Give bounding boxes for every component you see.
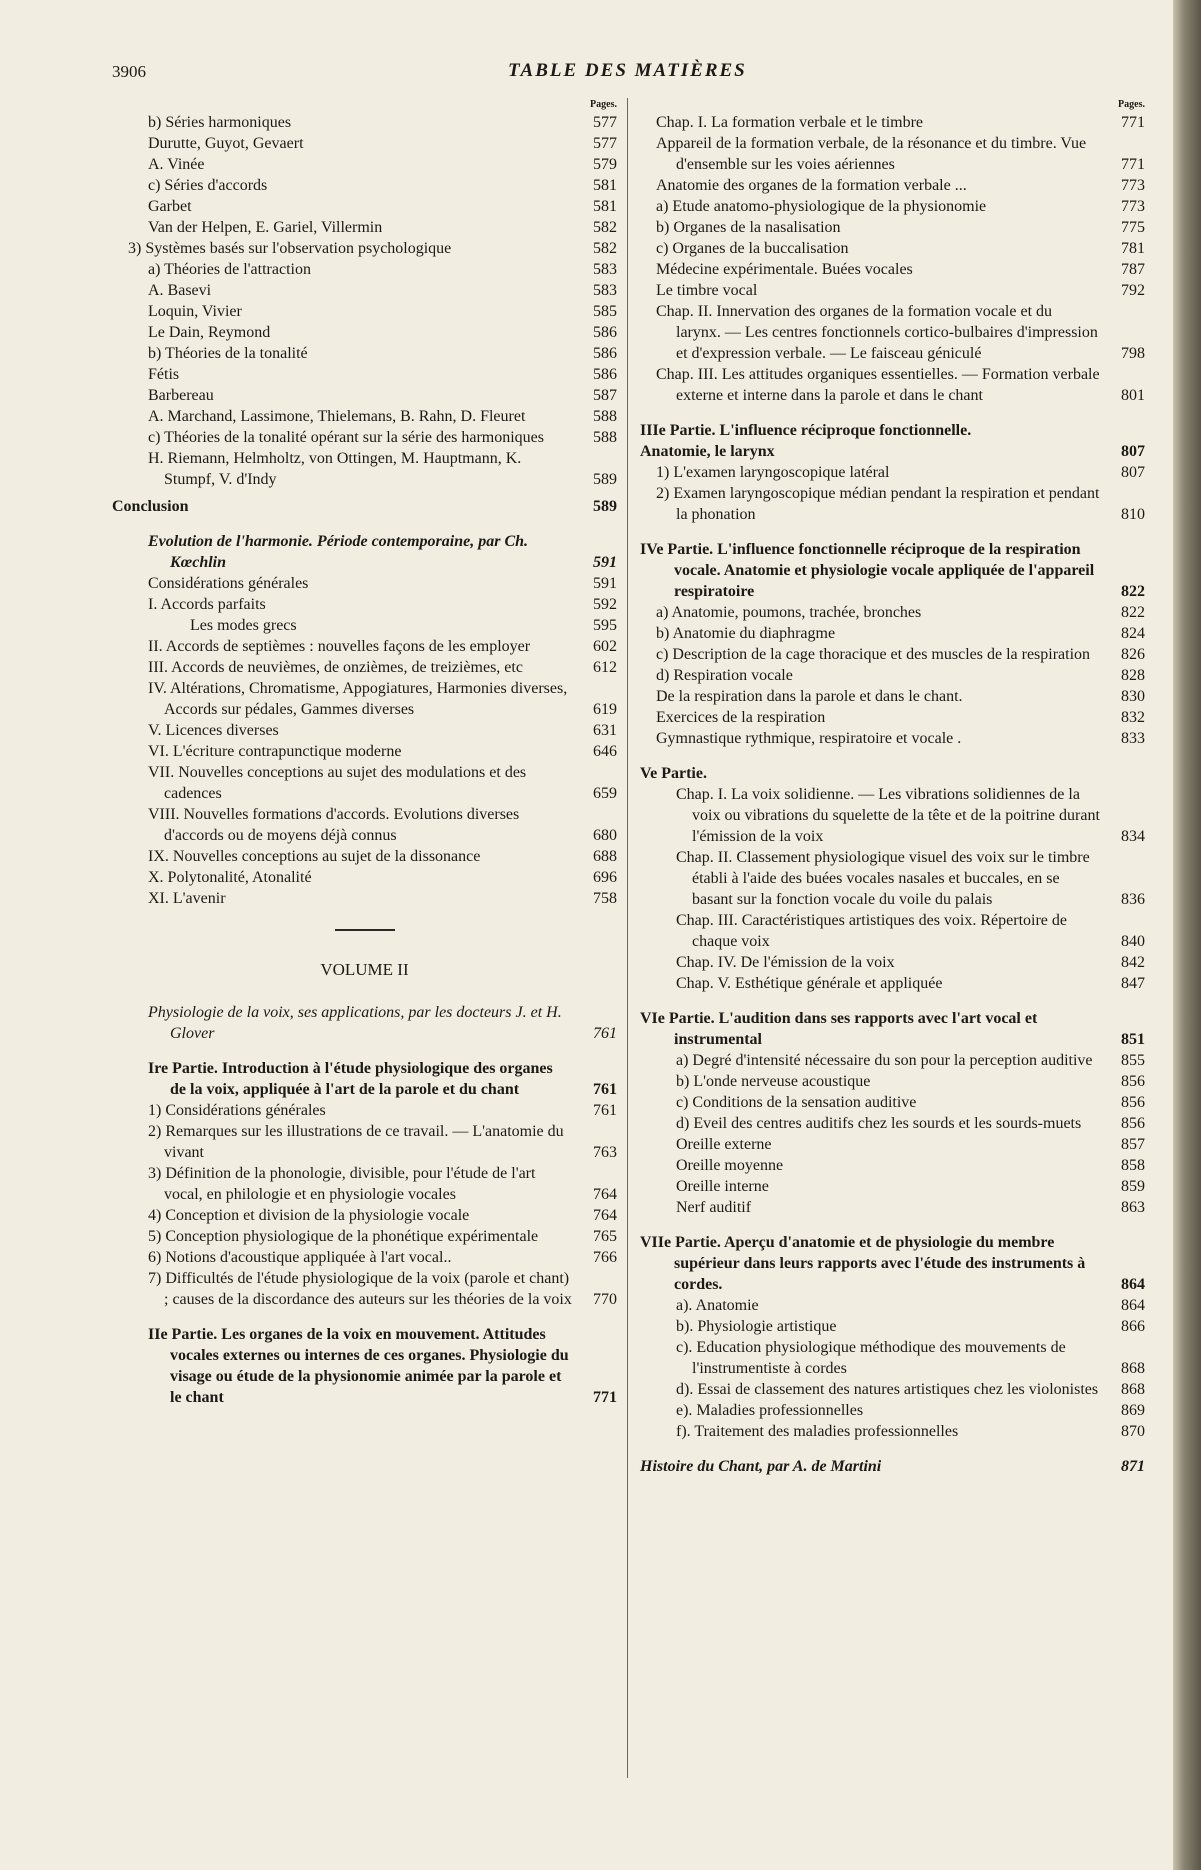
toc-entry <box>112 196 617 217</box>
toc-entry <box>640 602 1145 623</box>
toc-entry <box>640 112 1145 133</box>
toc-entry <box>640 644 1145 665</box>
toc-entry <box>640 952 1145 973</box>
toc-entry-title: 1) L'examen laryngoscopique latéral <box>656 464 890 481</box>
toc-entry <box>112 343 617 364</box>
book-edge <box>1173 0 1201 1870</box>
toc-entry-page: 631 <box>593 722 617 739</box>
toc-entry-page: 588 <box>593 408 617 425</box>
toc-entry <box>640 1197 1145 1218</box>
toc-entry-title: d) Eveil des centres auditifs chez les sourds et les sourds-muets <box>676 1115 1082 1132</box>
toc-entry <box>640 196 1145 217</box>
toc-entry <box>112 1058 617 1100</box>
toc-entry-title: b) Séries harmoniques <box>148 114 292 131</box>
toc-entry-page: 763 <box>593 1144 617 1161</box>
toc-entry <box>112 406 617 427</box>
toc-entry-title: 2) Remarques sur les illustrations de ce travail. — L'anatomie du vivant <box>148 1123 564 1161</box>
toc-entry-page: 822 <box>1121 583 1145 600</box>
toc-entry-page: 586 <box>593 366 617 383</box>
toc-entry-title: II. Accords de septièmes : nouvelles façons de les employer <box>148 638 531 655</box>
toc-entry-page: 856 <box>1121 1115 1145 1132</box>
toc-entry-page: 773 <box>1121 177 1145 194</box>
toc-entry-page: 583 <box>593 261 617 278</box>
toc-entry <box>640 1456 1145 1477</box>
toc-entry <box>112 1324 617 1408</box>
toc-entry <box>112 259 617 280</box>
toc-entry-page: 680 <box>593 827 617 844</box>
toc-entry <box>640 259 1145 280</box>
toc-entry <box>640 1008 1145 1050</box>
toc-entry-title: Evolution de l'harmonie. Période contemporaine, par Ch. Kœchlin <box>148 533 529 571</box>
toc-entry <box>112 1205 617 1226</box>
section-rule <box>335 929 395 931</box>
toc-entry <box>112 154 617 175</box>
toc-entry-page: 586 <box>593 324 617 341</box>
toc-entry-title: Médecine expérimentale. Buées vocales <box>656 261 913 278</box>
toc-entry-page: 696 <box>593 869 617 886</box>
toc-entry-page: 871 <box>1121 1458 1145 1475</box>
toc-entry-title: VIIe Partie. Aperçu d'anatomie et de physiologie du membre supérieur dans leurs rapports avec l'étude des instruments à cordes. <box>640 1234 1086 1293</box>
toc-entry-title: A. Basevi <box>148 282 212 299</box>
toc-entry-page: 832 <box>1121 709 1145 726</box>
toc-entry-title: VII. Nouvelles conceptions au sujet des modulations et des cadences <box>148 764 527 802</box>
toc-entry <box>640 707 1145 728</box>
toc-entry-title: Anatomie des organes de la formation verbale ... <box>656 177 967 194</box>
toc-entry-page: 826 <box>1121 646 1145 663</box>
toc-entry-title: Chap. IV. De l'émission de la voix <box>676 954 895 971</box>
toc-entry-title: Le timbre vocal <box>656 282 758 299</box>
toc-entry <box>112 322 617 343</box>
toc-entry-title: e). Maladies professionnelles <box>676 1402 864 1419</box>
toc-entry-title: b) Anatomie du diaphragme <box>656 625 836 642</box>
pages-label: Pages. <box>1118 99 1145 110</box>
toc-entry <box>640 420 1145 441</box>
toc-entry-page: 856 <box>1121 1073 1145 1090</box>
toc-entry-page: 773 <box>1121 198 1145 215</box>
volume-heading: VOLUME II <box>320 960 409 979</box>
toc-entry-page: 792 <box>1121 282 1145 299</box>
toc-entry-title: IIIe Partie. L'influence réciproque fonctionnelle. <box>640 422 972 439</box>
toc-entry-page: 587 <box>593 387 617 404</box>
toc-entry-title: IX. Nouvelles conceptions au sujet de la dissonance <box>148 848 481 865</box>
toc-entry <box>112 364 617 385</box>
page-title: TABLE DES MATIÈRES <box>508 60 747 81</box>
toc-entry-title: d). Essai de classement des natures artistiques chez les violonistes <box>676 1381 1099 1398</box>
toc-entry <box>640 462 1145 483</box>
toc-entry <box>640 784 1145 847</box>
toc-entry <box>640 539 1145 602</box>
toc-entry-page: 577 <box>593 114 617 131</box>
toc-entry <box>112 217 617 238</box>
column-divider <box>627 98 628 1778</box>
toc-entry-page: 585 <box>593 303 617 320</box>
toc-entry-page: 589 <box>593 498 617 515</box>
toc-entry <box>112 867 617 888</box>
toc-entry <box>112 133 617 154</box>
toc-entry <box>112 804 617 846</box>
toc-entry-page: 856 <box>1121 1094 1145 1111</box>
page-number: 3906 <box>112 62 146 81</box>
toc-entry <box>112 112 617 133</box>
toc-entry <box>112 448 617 490</box>
toc-entry-title: XI. L'avenir <box>148 890 226 907</box>
pages-label: Pages. <box>590 99 617 110</box>
toc-entry-page: 828 <box>1121 667 1145 684</box>
toc-entry-title: f). Traitement des maladies professionnelles <box>676 1423 959 1440</box>
toc-entry-title: Exercices de la respiration <box>656 709 826 726</box>
toc-entry <box>640 973 1145 994</box>
toc-entry-page: 810 <box>1121 506 1145 523</box>
toc-entry <box>112 720 617 741</box>
toc-entry-page: 870 <box>1121 1423 1145 1440</box>
toc-entry-page: 857 <box>1121 1136 1145 1153</box>
toc-entry-title: VIe Partie. L'audition dans ses rapports avec l'art vocal et instrumental <box>640 1010 1038 1048</box>
toc-entry-title: IVe Partie. L'influence fonctionnelle réciproque de la respiration vocale. Anatomie et physiologie vocale appliquée de l'appareil respiratoire <box>640 541 1095 600</box>
toc-entry-title: Le Dain, Reymond <box>148 324 271 341</box>
toc-entry-page: 842 <box>1121 954 1145 971</box>
toc-entry-title: a) Théories de l'attraction <box>148 261 311 278</box>
toc-entry <box>112 301 617 322</box>
toc-entry-title: b) L'onde nerveuse acoustique <box>676 1073 871 1090</box>
toc-entry-title: Loquin, Vivier <box>148 303 242 320</box>
toc-entry-title: Oreille externe <box>676 1136 772 1153</box>
toc-entry-page: 646 <box>593 743 617 760</box>
toc-entry-title: 4) Conception et division de la physiologie vocale <box>148 1207 470 1224</box>
toc-entry-page: 775 <box>1121 219 1145 236</box>
toc-entry <box>640 364 1145 406</box>
toc-entry-page: 595 <box>593 617 617 634</box>
page <box>112 52 1147 1475</box>
toc-entry-page: 761 <box>593 1102 617 1119</box>
toc-entry-title: Physiologie de la voix, ses applications, par les docteurs J. et H. Glover <box>148 1004 562 1042</box>
toc-entry <box>112 846 617 867</box>
toc-entry-page: 581 <box>593 198 617 215</box>
toc-entry <box>640 847 1145 910</box>
toc-entry-title: 1) Considérations générales <box>148 1102 326 1119</box>
toc-entry-page: 840 <box>1121 933 1145 950</box>
toc-entry-page: 851 <box>1121 1031 1145 1048</box>
toc-entry-title: d) Respiration vocale <box>656 667 793 684</box>
toc-entry-page: 864 <box>1121 1297 1145 1314</box>
toc-entry-page: 659 <box>593 785 617 802</box>
toc-entry <box>112 573 617 594</box>
left-column <box>112 98 617 1408</box>
toc-entry <box>640 763 1145 784</box>
toc-entry-page: 591 <box>593 575 617 592</box>
toc-entry-page: 588 <box>593 429 617 446</box>
toc-entry-title: Anatomie, le larynx <box>640 443 775 460</box>
toc-entry-title: a) Degré d'intensité nécessaire du son pour la perception auditive <box>676 1052 1093 1069</box>
toc-entry-title: Considérations générales <box>148 575 309 592</box>
toc-entry-page: 771 <box>1121 156 1145 173</box>
toc-entry-page: 764 <box>593 1207 617 1224</box>
toc-entry <box>640 483 1145 525</box>
toc-entry-title: Durutte, Guyot, Gevaert <box>148 135 304 152</box>
toc-entry <box>640 1400 1145 1421</box>
toc-entry-title: Garbet <box>148 198 192 215</box>
toc-entry <box>640 1113 1145 1134</box>
toc-entry-page: 761 <box>593 1025 617 1042</box>
toc-entry-title: VI. L'écriture contrapunctique moderne <box>148 743 402 760</box>
toc-entry-title: c) Séries d'accords <box>148 177 268 194</box>
toc-entry-title: b). Physiologie artistique <box>676 1318 837 1335</box>
toc-entry-page: 855 <box>1121 1052 1145 1069</box>
toc-entry-page: 591 <box>593 554 617 571</box>
toc-entry-title: Chap. V. Esthétique générale et appliquée <box>676 975 943 992</box>
toc-entry <box>640 1379 1145 1400</box>
toc-entry-title: IIe Partie. Les organes de la voix en mouvement. Attitudes vocales externes ou internes de ces organes. Physiologie du visage ou étude de la physionomie animée par la parole et le chant <box>148 1326 569 1406</box>
toc-entry-title: IV. Altérations, Chromatisme, Appogiatures, Harmonies diverses, Accords sur pédales, Gammes diverses <box>148 680 568 718</box>
toc-entry-title: VIII. Nouvelles formations d'accords. Evolutions diverses d'accords ou de moyens déjà connus <box>148 806 520 844</box>
toc-entry-title: Conclusion <box>112 498 189 515</box>
toc-entry-title: Oreille interne <box>676 1178 769 1195</box>
toc-entry-title: c) Théories de la tonalité opérant sur la série des harmoniques <box>148 429 545 446</box>
toc-entry-title: H. Riemann, Helmholtz, von Ottingen, M. Hauptmann, K. Stumpf, V. d'Indy <box>148 450 522 488</box>
toc-entry <box>112 175 617 196</box>
toc-entry-title: Ve Partie. <box>640 765 707 782</box>
toc-entry-title: V. Licences diverses <box>148 722 279 739</box>
toc-entry-title: Histoire du Chant, par A. de Martini <box>640 1458 882 1475</box>
page-header <box>112 52 1147 82</box>
toc-entry <box>640 686 1145 707</box>
toc-entry-title: X. Polytonalité, Atonalité <box>148 869 312 886</box>
toc-entry-page: 847 <box>1121 975 1145 992</box>
toc-entry <box>112 1002 617 1044</box>
toc-entry <box>112 531 617 573</box>
toc-entry <box>640 238 1145 259</box>
toc-entry-page: 824 <box>1121 625 1145 642</box>
toc-entry <box>112 594 617 615</box>
toc-entry <box>112 1268 617 1310</box>
toc-entry-page: 801 <box>1121 387 1145 404</box>
toc-entry <box>640 1071 1145 1092</box>
toc-entry-page: 807 <box>1121 464 1145 481</box>
toc-entry-page: 761 <box>593 1081 617 1098</box>
toc-entry-page: 834 <box>1121 828 1145 845</box>
toc-entry-page: 830 <box>1121 688 1145 705</box>
toc-entry-title: c) Conditions de la sensation auditive <box>676 1094 917 1111</box>
toc-entry-page: 864 <box>1121 1276 1145 1293</box>
toc-entry-page: 863 <box>1121 1199 1145 1216</box>
toc-entry-page: 764 <box>593 1186 617 1203</box>
toc-entry-page: 770 <box>593 1291 617 1308</box>
toc-entry-page: 581 <box>593 177 617 194</box>
toc-entry <box>640 910 1145 952</box>
toc-entry <box>640 665 1145 686</box>
toc-entry-page: 859 <box>1121 1178 1145 1195</box>
toc-entry-page: 582 <box>593 240 617 257</box>
toc-entry <box>112 657 617 678</box>
toc-entry-page: 766 <box>593 1249 617 1266</box>
toc-entry <box>640 175 1145 196</box>
toc-entry-page: 579 <box>593 156 617 173</box>
toc-entry-page: 688 <box>593 848 617 865</box>
toc-entry <box>640 301 1145 364</box>
toc-entry-page: 822 <box>1121 604 1145 621</box>
toc-entry-title: a). Anatomie <box>676 1297 759 1314</box>
toc-entry-page: 771 <box>1121 114 1145 131</box>
toc-entry-title: 5) Conception physiologique de la phonétique expérimentale <box>148 1228 539 1245</box>
toc-entry <box>640 133 1145 175</box>
toc-entry <box>112 636 617 657</box>
toc-entry-title: Gymnastique rythmique, respiratoire et vocale . <box>656 730 962 747</box>
toc-entry-page: 868 <box>1121 1381 1145 1398</box>
toc-entry-title: De la respiration dans la parole et dans le chant. <box>656 688 963 705</box>
toc-entry-title: a) Anatomie, poumons, trachée, bronches <box>656 604 922 621</box>
toc-entry-page: 781 <box>1121 240 1145 257</box>
toc-entry-title: A. Marchand, Lassimone, Thielemans, B. Rahn, D. Fleuret <box>148 408 526 425</box>
toc-entry-title: Van der Helpen, E. Gariel, Villermin <box>148 219 383 236</box>
toc-entry-title: Fétis <box>148 366 180 383</box>
toc-entry <box>640 1295 1145 1316</box>
toc-entry <box>112 888 617 909</box>
toc-entry-title: Nerf auditif <box>676 1199 752 1216</box>
toc-entry-title: I. Accords parfaits <box>148 596 266 613</box>
toc-entry-page: 807 <box>1121 443 1145 460</box>
toc-entry <box>640 1134 1145 1155</box>
toc-entry <box>640 217 1145 238</box>
toc-entry-page: 758 <box>593 890 617 907</box>
toc-entry-page: 858 <box>1121 1157 1145 1174</box>
toc-entry-title: Ire Partie. Introduction à l'étude physiologique des organes de la voix, appliquée à l'art de la parole et du chant <box>148 1060 553 1098</box>
toc-entry-title: 7) Difficultés de l'étude physiologique de la voix (parole et chant) ; causes de la discordance des auteurs sur les théories de la voix <box>148 1270 572 1308</box>
toc-entry-page: 866 <box>1121 1318 1145 1335</box>
toc-entry-title: Chap. III. Les attitudes organiques essentielles. — Formation verbale externe et interne dans la parole et dans le chant <box>656 366 1100 404</box>
toc-entry-title: Chap. II. Classement physiologique visuel des voix sur le timbre établi à l'aide des buées vocales nasales et buccales, en se basant sur la fonction vocale du voile du palais <box>676 849 1090 908</box>
toc-entry-title: 6) Notions d'acoustique appliquée à l'art vocal.. <box>148 1249 452 1266</box>
toc-entry-page: 836 <box>1121 891 1145 908</box>
right-column <box>640 98 1145 1477</box>
toc-entry <box>640 728 1145 749</box>
toc-entry <box>640 1316 1145 1337</box>
toc-entry-title: c) Organes de la buccalisation <box>656 240 849 257</box>
toc-entry <box>112 1121 617 1163</box>
toc-entry <box>640 280 1145 301</box>
toc-entry <box>112 1247 617 1268</box>
toc-entry <box>112 762 617 804</box>
toc-entry <box>640 1421 1145 1442</box>
toc-entry <box>112 741 617 762</box>
toc-entry <box>640 1155 1145 1176</box>
toc-entry-page: 868 <box>1121 1360 1145 1377</box>
toc-entry-page: 771 <box>593 1389 617 1406</box>
toc-entry-page: 612 <box>593 659 617 676</box>
toc-entry-page: 582 <box>593 219 617 236</box>
toc-entry-page: 869 <box>1121 1402 1145 1419</box>
toc-entry-page: 602 <box>593 638 617 655</box>
toc-entry-page: 583 <box>593 282 617 299</box>
toc-entry-title: Barbereau <box>148 387 214 404</box>
toc-entry <box>112 1100 617 1121</box>
toc-entry <box>112 496 617 517</box>
toc-entry <box>112 1163 617 1205</box>
toc-entry-title: 2) Examen laryngoscopique médian pendant la respiration et pendant la phonation <box>656 485 1100 523</box>
toc-entry <box>640 1092 1145 1113</box>
toc-entry-title: A. Vinée <box>148 156 205 173</box>
toc-entry <box>640 1337 1145 1379</box>
toc-entry-title: Appareil de la formation verbale, de la résonance et du timbre. Vue d'ensemble sur les voies aériennes <box>656 135 1087 173</box>
toc-entry-title: b) Théories de la tonalité <box>148 345 308 362</box>
toc-entry <box>112 280 617 301</box>
toc-entry-page: 592 <box>593 596 617 613</box>
toc-entry-page: 619 <box>593 701 617 718</box>
toc-entry-title: Les modes grecs <box>190 617 297 634</box>
toc-entry <box>640 1050 1145 1071</box>
toc-entry <box>640 441 1145 462</box>
toc-entry-title: Chap. I. La voix solidienne. — Les vibrations solidiennes de la voix ou vibrations du squelette de la tête et de la poitrine durant l'émission de la voix <box>676 786 1100 845</box>
toc-entry-page: 589 <box>593 471 617 488</box>
toc-entry <box>112 1226 617 1247</box>
toc-entry-title: 3) Systèmes basés sur l'observation psychologique <box>128 240 452 257</box>
toc-entry-page: 798 <box>1121 345 1145 362</box>
toc-entry <box>112 427 617 448</box>
toc-entry-page: 833 <box>1121 730 1145 747</box>
toc-entry-title: b) Organes de la nasalisation <box>656 219 841 236</box>
toc-entry-title: Chap. II. Innervation des organes de la formation vocale et du larynx. — Les centres fonctionnels cortico-bulbaires d'impression et d'expression verbale. — Le faisceau géniculé <box>656 303 1098 362</box>
toc-entry <box>640 623 1145 644</box>
toc-entry-page: 787 <box>1121 261 1145 278</box>
toc-entry <box>112 678 617 720</box>
toc-entry <box>112 385 617 406</box>
toc-entry-page: 765 <box>593 1228 617 1245</box>
toc-entry-title: c) Description de la cage thoracique et des muscles de la respiration <box>656 646 1091 663</box>
toc-entry-title: Chap. III. Caractéristiques artistiques des voix. Répertoire de chaque voix <box>676 912 1067 950</box>
toc-entry <box>112 238 617 259</box>
toc-entry <box>112 615 617 636</box>
toc-entry-title: Oreille moyenne <box>676 1157 784 1174</box>
toc-entry-page: 577 <box>593 135 617 152</box>
toc-entry-title: 3) Définition de la phonologie, divisible, pour l'étude de l'art vocal, en philologie et en physiologie vocales <box>148 1165 536 1203</box>
toc-entry <box>640 1232 1145 1295</box>
toc-entry-title: c). Education physiologique méthodique des mouvements de l'instrumentiste à cordes <box>676 1339 1066 1377</box>
toc-entry <box>640 1176 1145 1197</box>
toc-entry-title: III. Accords de neuvièmes, de onzièmes, de treizièmes, etc <box>148 659 523 676</box>
toc-entry-title: a) Etude anatomo-physiologique de la physionomie <box>656 198 987 215</box>
toc-entry-title: Chap. I. La formation verbale et le timbre <box>656 114 924 131</box>
toc-entry-page: 586 <box>593 345 617 362</box>
